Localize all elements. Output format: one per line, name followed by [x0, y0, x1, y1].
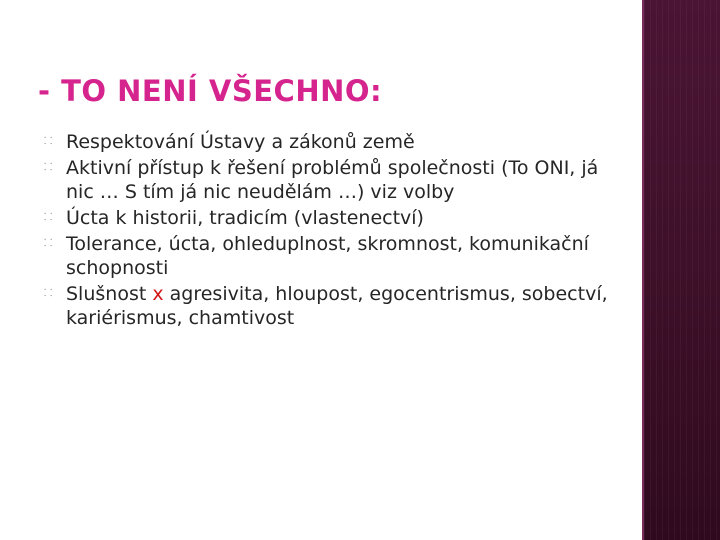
- bullet-dot-icon: ⸬: [44, 162, 53, 173]
- bullet-text-after: agresivita, hloupost, egocentrismus, sobectví, kariérismus, chamtivost: [66, 283, 608, 329]
- bullet-text: Aktivní přístup k řešení problémů společnosti (To ONI, já nic … S tím já nic neudělám …) viz volby: [66, 157, 599, 203]
- bullet-dot-icon: ⸬: [44, 212, 53, 223]
- sidebar-texture: [644, 0, 720, 540]
- decorative-sidebar: [642, 0, 720, 540]
- bullet-list: [44, 130, 624, 332]
- list-item: [44, 206, 624, 230]
- accent-x: x: [152, 283, 164, 305]
- list-item: [44, 156, 624, 204]
- list-item: [44, 130, 624, 154]
- bullet-dot-icon: ⸬: [44, 238, 53, 249]
- slide-title: - TO NENÍ VŠECHNO:: [38, 74, 383, 108]
- list-item: [44, 232, 624, 280]
- list-item: [44, 282, 624, 330]
- bullet-text: Tolerance, úcta, ohleduplnost, skromnost, komunikační schopnosti: [66, 233, 589, 279]
- bullet-text-before: Slušnost: [66, 283, 153, 305]
- bullet-text: Respektování Ústavy a zákonů země: [66, 131, 415, 153]
- bullet-dot-icon: ⸬: [44, 288, 53, 299]
- bullet-dot-icon: ⸬: [44, 136, 53, 147]
- bullet-text: Úcta k historii, tradicím (vlastenectví): [66, 207, 424, 229]
